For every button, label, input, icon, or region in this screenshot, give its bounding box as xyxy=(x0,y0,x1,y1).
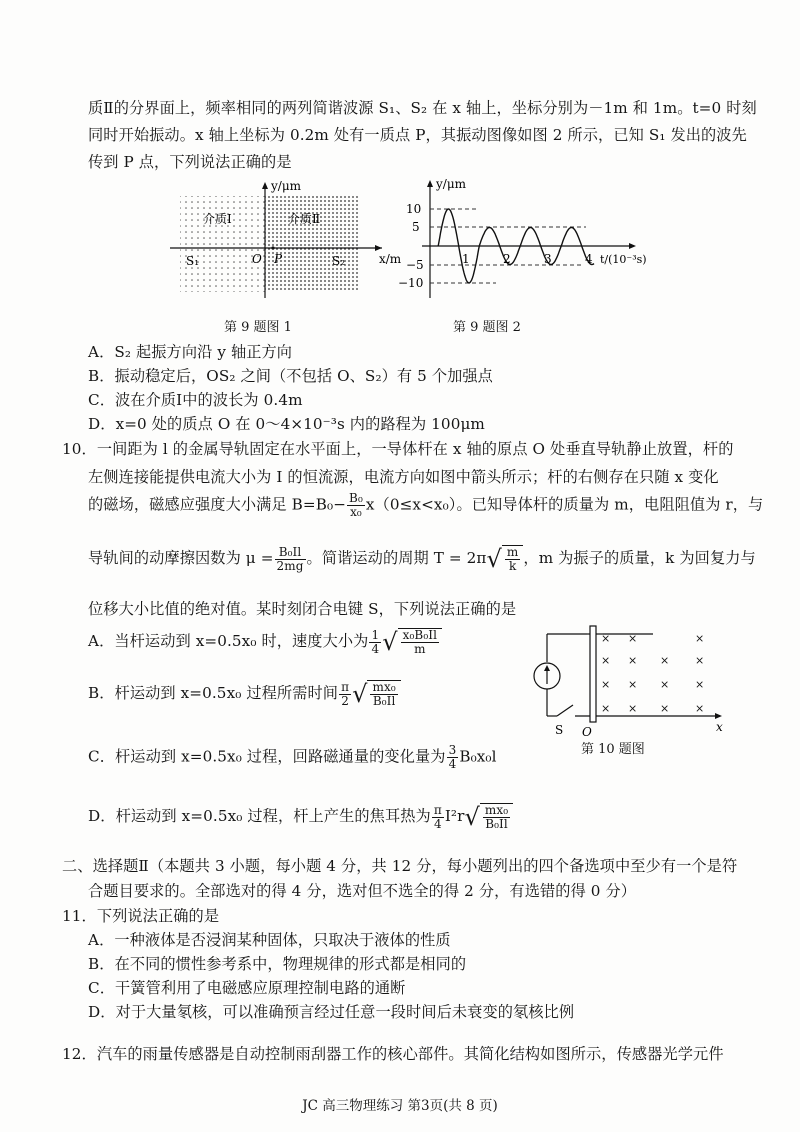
field-cross: × xyxy=(695,702,705,715)
section-2-line-2: 合题目要求的。全部选对的得 4 分，选对但不选全的得 2 分，有选错的得 0 分） xyxy=(88,882,637,900)
q11-option-d: D．对于大量氡核，可以准确预言经过任意一段时间后未衰变的氡核比例 xyxy=(88,1003,575,1021)
fig10-x-label: x xyxy=(716,720,723,734)
field-cross: × xyxy=(628,632,638,645)
q10-option-b: B．杆运动到 x=0.5x₀ 过程所需时间 $\frac{\pi}{2}$ √ $\frac{\text{mx₀}}{\text{B₀Il}}$ xyxy=(88,680,401,708)
fig1-medium-1-label: 介质Ⅰ xyxy=(203,212,232,226)
q9-intro-line-2: 同时开始振动。x 轴上坐标为 0.2m 处有一质点 P，其振动图像如图 2 所示，已知 S₁ 发出的波先 xyxy=(88,126,747,144)
fig2-y-label: y/μm xyxy=(436,177,466,191)
q9-option-d: D．x=0 处的质点 O 在 0～4×10⁻³s 内的路程为 100μm xyxy=(88,415,485,433)
b0-over-x0-fraction: $\frac{\text{B₀}}{\text{x₀}}$ xyxy=(349,491,363,519)
fig2-x-label: t/(10⁻³s) xyxy=(600,253,647,266)
section-2-line-1: 二、选择题Ⅱ（本题共 3 小题，每小题 4 分，共 12 分，每小题列出的四个备选项中至少有一个是符 xyxy=(62,857,738,875)
fig2-y-tick-minus-10: −10 xyxy=(398,276,424,290)
switch-s[interactable] xyxy=(557,705,573,716)
q11-option-b: B．在不同的惯性参考系中，物理规律的形式都是相同的 xyxy=(88,955,467,973)
field-cross: × xyxy=(695,654,705,667)
medium-1-region xyxy=(180,196,265,292)
q10-option-a: A．当杆运动到 x=0.5x₀ 时，速度大小为 $\frac{1}{4}$ √ $\frac{\text{x₀B₀Il}}{m}$ xyxy=(88,628,442,656)
fig2-y-tick-10: 10 xyxy=(406,202,422,216)
fig2-caption: 第 9 题图 2 xyxy=(453,320,521,335)
field-cross: × xyxy=(628,702,638,715)
q9-intro-line-1: 质Ⅱ的分界面上，频率相同的两列简谐波源 S₁、S₂ 在 x 轴上，坐标分别为－1m 和 1m。t=0 时刻 xyxy=(88,99,757,117)
q10-line-4-post: ，m 为振子的质量，k 为回复力与 xyxy=(523,549,756,567)
q10-line-3-pre: 的磁场，磁感应强度大小满足 B=B₀− xyxy=(88,495,347,514)
fig2-x-tick-4: 4 xyxy=(585,252,593,266)
q10-line-4: 导轨间的动摩擦因数为 μ = $\frac{\text{B₀Il}}{2mg}$ 。简谐运动的周期 T = 2π√ $\frac{m}{k}$ ，m 为振子的质量，k 为回复力与 xyxy=(88,544,756,573)
field-cross: × xyxy=(601,654,611,667)
medium-2-region xyxy=(265,196,360,292)
fig2-x-tick-1: 1 xyxy=(462,252,470,266)
figure-9-2 xyxy=(392,176,652,306)
fig1-origin-label: O xyxy=(252,252,262,266)
q11-option-a: A．一种液体是否浸润某种固体，只取决于液体的性质 xyxy=(88,931,451,949)
field-cross: × xyxy=(695,678,705,691)
q10-line-1: 10．一间距为 l 的金属导轨固定在水平面上，一导体杆在 x 轴的原点 O 处垂直导轨静止放置，杆的 xyxy=(62,440,734,458)
q9-intro-line-3: 传到 P 点，下列说法正确的是 xyxy=(88,153,292,171)
fig1-x-label: x/m xyxy=(379,252,402,266)
fig1-y-label: y/μm xyxy=(271,179,301,193)
point-p-marker xyxy=(271,246,274,249)
field-cross: × xyxy=(628,654,638,667)
field-cross: × xyxy=(601,632,611,645)
q10-option-d: D．杆运动到 x=0.5x₀ 过程，杆上产生的焦耳热为 $\frac{\pi}{4}$ I²r√ $\frac{\text{mx₀}}{\text{B₀Il}}$ xyxy=(88,803,513,831)
fig1-s2-label: S₂ xyxy=(332,254,346,268)
q9-option-c: C．波在介质Ⅰ中的波长为 0.4m xyxy=(88,391,303,409)
fig2-y-tick-5: 5 xyxy=(412,220,420,234)
field-cross: × xyxy=(601,678,611,691)
fig10-caption: 第 10 题图 xyxy=(581,742,645,757)
conductor-rod[interactable] xyxy=(590,626,596,722)
page-footer: JC 高三物理练习 第3页(共 8 页) xyxy=(302,1098,498,1114)
q10-line-4-pre: 导轨间的动摩擦因数为 μ = xyxy=(88,549,274,567)
q10-line-4-mid: 。简谐运动的周期 T = 2π xyxy=(306,549,487,567)
q11-option-c: C．干簧管利用了电磁感应原理控制电路的通断 xyxy=(88,979,406,997)
q12-stem: 12．汽车的雨量传感器是自动控制雨刮器工作的核心部件。其简化结构如图所示，传感器光学元件 xyxy=(62,1045,724,1063)
q10-option-c: C．杆运动到 x=0.5x₀ 过程，回路磁通量的变化量为 $\frac{3}{4}$ B₀x₀l xyxy=(88,743,497,771)
fig1-s1-label: S₁ xyxy=(186,254,200,268)
fig2-x-tick-3: 3 xyxy=(544,252,552,266)
q10-line-2: 左侧连接能提供电流大小为 I 的恒流源，电流方向如图中箭头所示；杆的右侧存在只随 x 变化 xyxy=(88,468,719,486)
field-cross: × xyxy=(628,678,638,691)
field-cross: × xyxy=(660,702,670,715)
fig2-y-tick-minus-5: −5 xyxy=(406,258,424,272)
fig10-origin-label: O xyxy=(582,725,592,739)
q10-line-5: 位移大小比值的绝对值。某时刻闭合电键 S，下列说法正确的是 xyxy=(88,600,517,618)
fig1-medium-2-label: 介质Ⅱ xyxy=(288,212,321,226)
fig2-x-tick-2: 2 xyxy=(503,252,511,266)
friction-coefficient-fraction: $\frac{\text{B₀Il}}{2mg}$ xyxy=(276,544,304,573)
figure-10 xyxy=(515,620,730,740)
fig1-p-label: P xyxy=(274,252,283,266)
field-cross: × xyxy=(601,702,611,715)
q9-option-b: B．振动稳定后，OS₂ 之间（不包括 O、S₂）有 5 个加强点 xyxy=(88,367,493,385)
field-cross: × xyxy=(660,678,670,691)
q11-stem: 11．下列说法正确的是 xyxy=(62,907,220,925)
q10-line-3-post: x（0≤x<x₀）。已知导体杆的质量为 m，电阻阻值为 r，与 xyxy=(365,495,764,514)
fig1-caption: 第 9 题图 1 xyxy=(224,320,292,335)
figure-9-1 xyxy=(160,176,410,316)
field-cross: × xyxy=(660,654,670,667)
magnetic-field-marks xyxy=(601,632,704,715)
q10-line-3 xyxy=(88,492,763,519)
period-sqrt: $\frac{m}{k}$ xyxy=(502,545,523,573)
q9-option-a: A．S₂ 起振方向沿 y 轴正方向 xyxy=(88,343,293,361)
current-direction-arrow xyxy=(544,665,550,671)
fig10-switch-label: S xyxy=(555,723,564,737)
field-cross: × xyxy=(695,632,705,645)
